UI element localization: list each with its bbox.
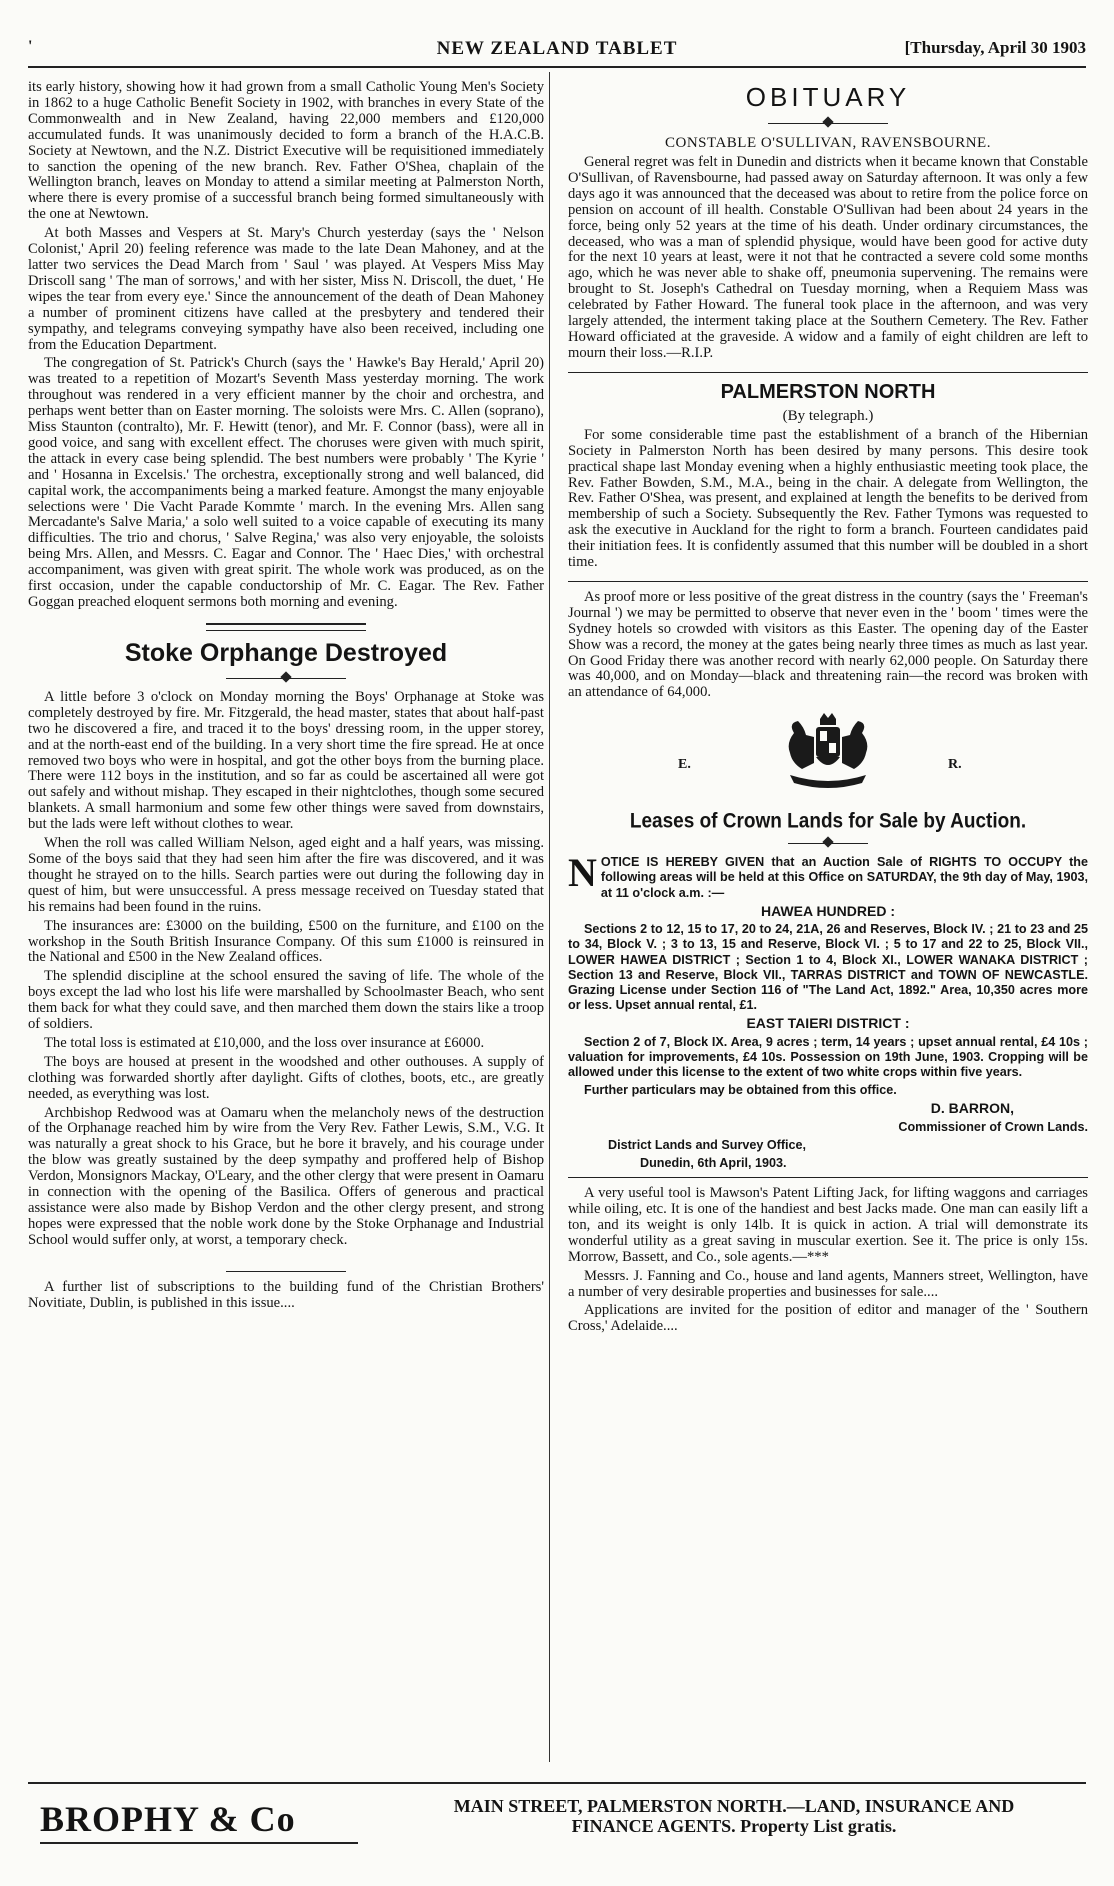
- diamond-icon: [822, 116, 833, 127]
- signature-title: Commissioner of Crown Lands.: [898, 1119, 1088, 1134]
- taieri-text: Section 2 of 7, Block IX. Area, 9 acres ; term, 14 years ; upset annual rental, £4 10s ; valuation for improvements, £4 10s. Possession on 19th June, 1903. Cropping will be allowed under this license to the extent of two white crops within five years.: [568, 1034, 1088, 1079]
- article-paragraph: The total loss is estimated at £10,000, and the loss over insurance at £6000.: [44, 1034, 485, 1051]
- advertisement-title: Leases of Crown Lands for Sale by Auction.: [629, 810, 1027, 834]
- diamond-ornament: [788, 837, 868, 849]
- signature-name: D. BARRON,: [930, 1100, 1014, 1117]
- footer-line-1: MAIN STREET, PALMERSTON NORTH.—LAND, INSURANCE AND: [453, 1796, 1015, 1816]
- article-paragraph: The boys are housed at present in the woodshed and other outhouses. A supply of clothing was forwarded shortly after daylight. Gifts of clothes, boots, etc., are greatly needed, as everything was lost.: [28, 1053, 544, 1102]
- diamond-ornament: [226, 672, 346, 684]
- diamond-icon: [280, 671, 291, 682]
- column-divider: [549, 72, 550, 1762]
- section-divider: [226, 1271, 346, 1272]
- notice-text: OTICE IS HEREBY GIVEN that an Auction Sale of RIGHTS TO OCCUPY the following areas will be held at this Office on SATURDAY, the 9th day of May, 1903, at 11 o'clock a.m. :—: [600, 855, 1088, 900]
- article-paragraph: When the roll was called William Nelson, aged eight and a half years, was missing. Some of the boys said that they had seen him after the fire was discovered, and it was thought he strayed on to the hills. Search parties were out during the following day in quest of him, but were unsuccessful. A press message received on Tuesday stated that his remains had been found in the ruins.: [28, 835, 544, 915]
- footer-advertisement: [28, 1790, 1086, 1850]
- office-line-1: District Lands and Survey Office,: [608, 1137, 807, 1152]
- article-paragraph: At both Masses and Vespers at St. Mary's Church yesterday (says the ' Nelson Colonist,' April 20) feeling reference was made to the late Dean Mahoney, and at the latter two services the Dead March from ' Saul ' was played. At Vespers Miss May Driscoll sang ' The man of sorrows,' and with her sister, Miss N. Driscoll, the duet, ' He wipes the tear from every eye.' Since the announcement of the death of Dean Mahoney a number of prominent citizens have called at the presbytery and tendered their sympathy, and telegrams conveying sympathy have also been received, including one from the Education Department.: [28, 225, 544, 353]
- article-paragraph: A little before 3 o'clock on Monday morning the Boys' Orphanage at Stoke was completely destroyed by fire. Mr. Fitzgerald, the head master, states that about half-past two he discovered a fire, and traced it to the boys' dressing room, in the upper storey, and at the north-east end of the building. In a very short time the fire spread. He at once removed two boys who were in hospital, and got the other boys from the burning place. There were 112 boys in the institution, and so far as could be ascertained all were got out safely and without mishap. They escaped in their nightclothes, though some secured blankets. A small harmonium and some few other things were saved from downstairs, but the lads were left without clothes to wear.: [28, 688, 544, 833]
- hawea-text: Sections 2 to 12, 15 to 17, 20 to 24, 21A, 26 and Reserves, Block IV. ; 21 to 23 and 25 to 34, Block V. ; 3 to 13, 15 and Reserve, Block VI. ; 5 to 17 and 22 to 25, Block VII., LOWER HAWEA DISTRICT ; Section 1 to 4, Block XI., LOWER WANAKA DISTRICT ; Section 13 and Reserve, Block VII., TARRAS DISTRICT and TOWN OF NEWCASTLE. Grazing License under Section 116 of "The Land Act, 1892." Area, 10,350 acres more or less. Upset annual rental, £1.: [568, 922, 1088, 1013]
- footer-rule: [28, 1782, 1086, 1784]
- brophy-underline: [40, 1842, 358, 1844]
- article-paragraph: Messrs. J. Fanning and Co., house and land agents, Manners street, Wellington, have a number of very desirable properties and businesses for sale....: [568, 1267, 1088, 1300]
- obituary-subhead: CONSTABLE O'SULLIVAN, RAVENSBOURNE.: [665, 135, 991, 151]
- section-divider: [568, 372, 1088, 373]
- article-paragraph: For some considerable time past the establishment of a branch of the Hibernian Society in Palmerston North has been desired by many persons. This desire took practical shape last Monday evening when a highly enthusiastic meeting took place, the Rev. Father Bowden, S.M., M.A., being in the chair. A delegate from Wellington, the Rev. Father O'Shea, was present, and explained at length the benefits to be derived from membership of such a Society. Subsequently the Rev. Father Tymons was requested to ask the executive in Auckland for the right to form a branch. Fourteen candidates paid their initiation fees. It is confidently assumed that this number will be doubled in a short time.: [568, 426, 1088, 571]
- article-paragraph: The insurances are: £3000 on the building, £500 on the furniture, and £100 on the workshop in the South British Insurance Company. Of this sum £1000 is reinsured in the National and £500 in the New Zealand offices.: [28, 917, 544, 966]
- office-line-2: Dunedin, 6th April, 1903.: [640, 1155, 787, 1170]
- brophy-company-name: BROPHY & Co: [40, 1799, 296, 1839]
- further-particulars: Further particulars may be obtained from this office.: [584, 1083, 897, 1098]
- crown-lands-advertisement: [568, 811, 1088, 1171]
- stoke-headline: Stoke Orphange Destroyed: [124, 638, 448, 667]
- article-paragraph: Applications are invited for the position of editor and manager of the ' Southern Cross,' Adelaide....: [568, 1302, 1088, 1335]
- article-paragraph: The congregation of St. Patrick's Church (says the ' Hawke's Bay Herald,' April 20) was treated to a repetition of Mozart's Seventh Mass yesterday morning. The work throughout was rendered in a very efficient manner by the choir and orchestra, and perhaps went better than on Easter morning. The soloists were Mrs. C. Allen (soprano), Miss Staunton (contralto), Mr. F. Hewitt (tenor), and Mr. F. Connor (bass), were all in good voice, and sang with excellent effect. The choruses were given with much spirit, the attack in every case being splendid. The best numbers were probably ' The Kyrie ' and ' Hosanna in Excelsis.' The orchestra, exceptionally strong and well balanced, did capital work, the accompaniments being a marked feature. Amongst the many enjoyable selections were ' Die Vacht Parade Kommte ' march. In the evening Mrs. Allen sang Mercadante's Salve Maria,' a solo well suited to a voice capable of executing its many difficulties. The trio and chorus, ' Salve Regina,' was also very enjoyable, the soloists being Mrs. Allen, and Messrs. C. Eagar and Connor. The ' Haec Dies,' with orchestral accompaniment, was given with great spirit. The whole work was produced, as on the first occasion, under the capable conductorship of Mr. C. Eagar. The Rev. Father Goggan preached eloquent sermons both morning and evening.: [28, 355, 544, 610]
- section-divider: [568, 1177, 1088, 1178]
- article-paragraph: Archbishop Redwood was at Oamaru when the melancholy news of the destruction of the Orphanage reached him by wire from the Very Rev. Father Lewis, S.M., V.G. It was naturally a great shock to his Grace, but he bore it bravely, and his courage under the blow was greatly sustained by the deep sympathy and proffered help of Bishop Verdon, Monsignors Mackay, O'Leary, and the other clergy that were present in Oamaru in connection with the opening of the Basilica. Offers of generous and practical assistance were also made by Bishop Verdon and the other clergy present, and strong hopes were expressed that the noble work done by the Stoke Orphanage and Industrial School would suffer only, at worst, a temporary check.: [28, 1104, 544, 1248]
- footer-line-2: FINANCE AGENTS. Property List gratis.: [571, 1816, 897, 1836]
- article-paragraph: The splendid discipline at the school ensured the saving of life. The whole of the boys except the lad who lost his life were marshalled by Schoolmaster Beach, who sent them back for what they could save, and then marched them down the stairs like a troop of soldiers.: [28, 968, 544, 1033]
- footer-ad-text: [374, 1796, 1094, 1836]
- notice-paragraph: [568, 850, 1088, 901]
- masthead-rule: [28, 66, 1086, 68]
- article-paragraph: A further list of subscriptions to the building fund of the Christian Brothers' Novitiate, Dublin, is published in this issue....: [28, 1278, 544, 1311]
- issue-date: [Thursday, April 30 1903: [904, 38, 1086, 57]
- drop-cap: N: [568, 850, 597, 896]
- hawea-heading: HAWEA HUNDRED :: [760, 902, 896, 919]
- crest-letter-e: E.: [678, 757, 691, 773]
- royal-coat-of-arms-icon: [780, 713, 876, 799]
- obituary-headline: OBITUARY: [745, 82, 911, 112]
- masthead: [28, 38, 1086, 66]
- royal-crest-row: [568, 713, 1088, 805]
- article-paragraph: As proof more or less positive of the great distress in the country (says the ' Freeman's Journal ') we may be permitted to observe that never even in the ' boom ' times were the Sydney hotels so crowded with visitors as this Easter. The opening day of the Easter Show was a record, the money at the gates being nearly three times as much as last year. On Good Friday there was another record with nearly 62,000 people. On Saturday there was 40,000, and on Monday—black and threatening rain—the record was broken with an attendance of 64,000.: [568, 588, 1088, 701]
- article-paragraph: its early history, showing how it had grown from a small Catholic Young Men's Society in 1862 to a huge Catholic Benefit Society in 1902, with branches in every State of the Commonwealth and in New Zealand, having 22,000 members and £120,000 accumulated funds. It was unanimously decided to form a branch of the H.A.C.B. Society at Newtown, and the N.Z. District Executive will be requisitioned immediately to sanction the opening of the new branch. Rev. Father O'Shea, chaplain of the Wellington branch, leaves on Monday to attend a similar meeting at Palmerston North, where there is every promise of a successful branch being formed simultaneously with the one at Newtown.: [28, 79, 544, 223]
- crest-letter-r: R.: [948, 757, 962, 773]
- masthead-mark: ': [28, 38, 33, 55]
- newspaper-title: NEW ZEALAND TABLET: [436, 38, 678, 59]
- diamond-ornament: [768, 117, 888, 129]
- left-column: [28, 80, 544, 1315]
- palmerston-byline: (By telegraph.): [782, 407, 874, 424]
- right-column: [568, 80, 1088, 1338]
- palmerston-headline: PALMERSTON NORTH: [720, 380, 936, 403]
- section-divider: [206, 623, 366, 631]
- section-divider: [568, 581, 1088, 582]
- article-paragraph: General regret was felt in Dunedin and districts when it became known that Constable O'Sullivan, of Ravensbourne, had passed away on Saturday afternoon. It was only a few days ago it was announced that the deceased was about to retire from the police force on pension on account of ill health. Constable O'Sullivan had been about 24 years in the force, being only 52 years at the time of his death. Under ordinary circumstances, the deceased, who was a man of splendid physique, would have been good for active duty for the next 10 years at least, were it not that he contracted a severe cold some months ago, which he was never able to shake off, pneumonia supervening. The remains were brought to St. Joseph's Cathedral on Tuesday morning, when a Requiem Mass was celebrated by Father Howard. The funeral took place in the afternoon, and was very largely attended, the interment taking place at the Southern Cemetery. The Rev. Father Howard officiated at the graveside. A widow and a family of eight children are left to mourn their loss.—R.I.P.: [568, 154, 1088, 361]
- diamond-icon: [822, 837, 833, 848]
- article-paragraph: A very useful tool is Mawson's Patent Lifting Jack, for lifting waggons and carriages while oiling, etc. It is one of the handiest and best Jacks made. One man can easily lift a ton, and its weight is only 14lb. It is quick in action. A trial will demonstrate its wonderful utility as a great saving in muscular exertion. See it. The price is only 15s. Morrow, Bassett, and Co., sole agents.—***: [568, 1185, 1088, 1265]
- taieri-heading: EAST TAIERI DISTRICT :: [746, 1015, 910, 1032]
